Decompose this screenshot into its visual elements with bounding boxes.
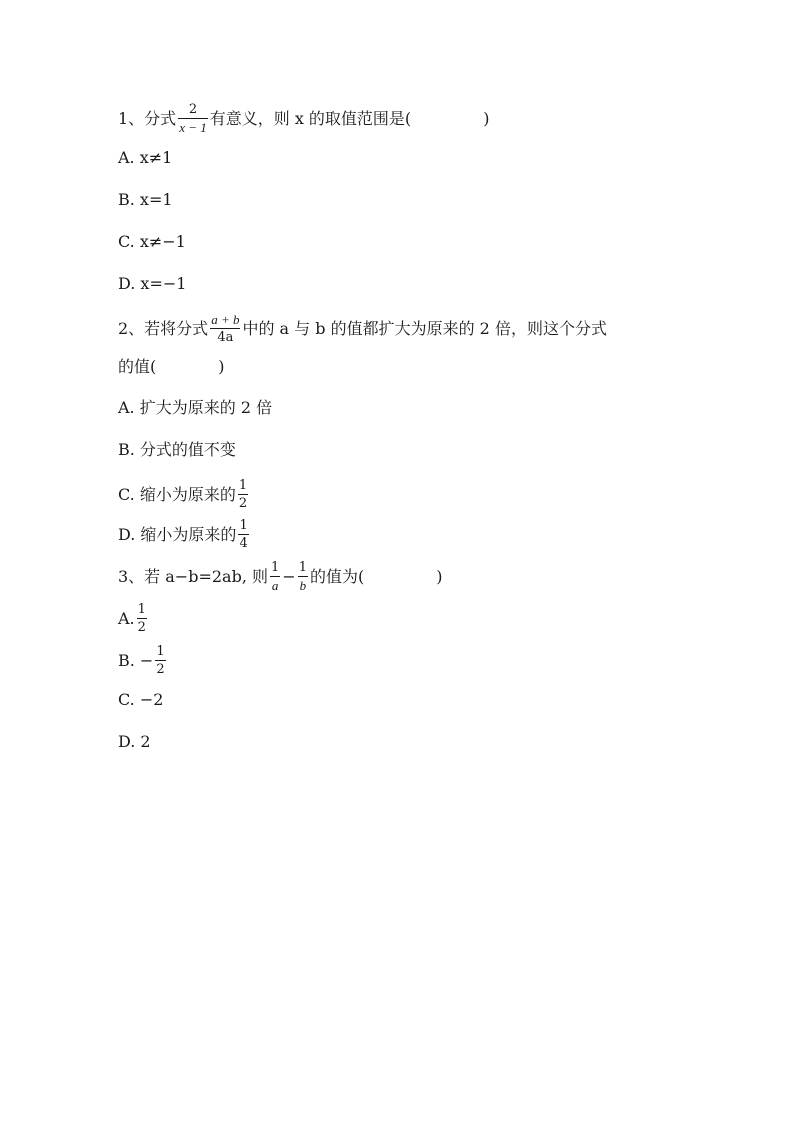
- q3-minus: −: [282, 566, 296, 586]
- q2-option-a: A. 扩大为原来的 2 倍: [118, 398, 273, 417]
- q2-option-c-fraction: [238, 478, 248, 511]
- fraction-bar: [210, 328, 240, 329]
- q1-prefix: 1、分式: [118, 108, 177, 128]
- q1-fraction: [178, 102, 208, 135]
- q2-close-paren: ): [218, 357, 225, 376]
- q3-option-a: [118, 602, 149, 635]
- fraction-bar: [155, 660, 165, 661]
- q1-option-b: B. x=1: [118, 190, 173, 209]
- q3-option-b-text: B. −: [118, 650, 154, 670]
- question-2-stem-line-2: [118, 357, 225, 377]
- q2-option-c: [118, 478, 250, 511]
- q3-option-c: C. −2: [118, 690, 164, 709]
- fraction-bar: [238, 534, 248, 535]
- q2-fraction-denominator: 4a: [217, 330, 234, 345]
- fraction-denominator: 2: [137, 620, 146, 635]
- q2-fraction-numerator: a + b: [211, 312, 240, 327]
- fraction-numerator: 1: [156, 644, 165, 659]
- question-1-stem: [118, 102, 489, 135]
- fraction-bar: [137, 618, 147, 619]
- q1-fraction-numerator: 2: [188, 102, 198, 117]
- fraction-denominator: 2: [156, 662, 165, 677]
- q1-suffix: 有意义，则 x 的取值范围是(: [209, 108, 412, 128]
- fraction-denominator: a: [271, 578, 279, 593]
- fraction-numerator: 1: [137, 602, 146, 617]
- q3-option-b: [118, 644, 168, 677]
- fraction-bar: [178, 118, 208, 119]
- q1-option-d: D. x=−1: [118, 274, 187, 293]
- fraction-denominator: 2: [238, 496, 248, 511]
- q3-prefix: 3、若 a−b=2ab, 则: [118, 566, 268, 586]
- q3-fraction-1: [270, 560, 280, 593]
- fraction-numerator: 1: [298, 560, 307, 575]
- q3-close-paren: ): [436, 566, 443, 586]
- fraction-numerator: 1: [238, 478, 248, 493]
- fraction-bar: [270, 576, 280, 577]
- q1-fraction-denominator: x − 1: [179, 120, 207, 135]
- q2-line2: 的值(: [118, 357, 157, 376]
- q1-close-paren: ): [483, 108, 490, 128]
- fraction-numerator: 1: [271, 560, 280, 575]
- q3-fraction-2: [298, 560, 308, 593]
- fraction-numerator: 1: [239, 518, 248, 533]
- question-2-stem: [118, 312, 607, 345]
- fraction-bar: [238, 494, 248, 495]
- fraction-bar: [298, 576, 308, 577]
- q1-option-a: A. x≠1: [118, 148, 173, 167]
- fraction-denominator: b: [299, 578, 307, 593]
- q3-option-b-fraction: [155, 644, 165, 677]
- q3-option-a-fraction: [137, 602, 147, 635]
- question-3-stem: [118, 560, 442, 593]
- q2-option-c-text: C. 缩小为原来的: [118, 484, 236, 504]
- q2-option-b: B. 分式的值不变: [118, 440, 236, 459]
- q2-option-d: [118, 518, 251, 551]
- q3-suffix: 的值为(: [309, 566, 365, 586]
- q2-option-d-text: D. 缩小为原来的: [118, 524, 237, 544]
- q3-option-d: D. 2: [118, 732, 151, 751]
- q2-option-d-fraction: [238, 518, 248, 551]
- fraction-denominator: 4: [239, 536, 248, 551]
- q1-option-c: C. x≠−1: [118, 232, 186, 251]
- q2-prefix: 2、若将分式: [118, 318, 209, 338]
- q2-fraction: [210, 312, 240, 345]
- q2-suffix: 中的 a 与 b 的值都扩大为原来的 2 倍，则这个分式: [242, 318, 607, 338]
- q3-option-a-text: A.: [118, 608, 135, 628]
